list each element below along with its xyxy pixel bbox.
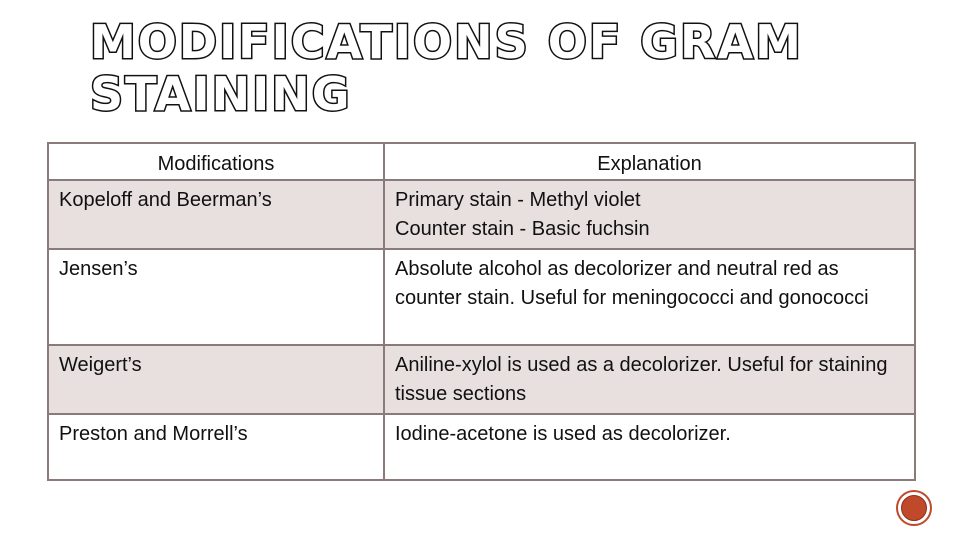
explanation-line: Primary stain - Methyl violet [395, 189, 641, 211]
table-row [48, 180, 915, 249]
explanation-line: Counter stain - Basic fuchsin [395, 218, 650, 240]
explanation-line: Aniline-xylol is used as a decolorizer. Useful for staining tissue sections [395, 354, 888, 405]
explanation-cell [384, 180, 915, 249]
modification-cell: Weigert’s [48, 345, 384, 414]
table-row [48, 345, 915, 414]
table-row [48, 414, 915, 480]
column-header-modifications: Modifications [48, 143, 384, 180]
modification-cell: Jensen’s [48, 249, 384, 345]
explanation-cell [384, 345, 915, 414]
modification-cell: Kopeloff and Beerman’s [48, 180, 384, 249]
table-header-row [48, 143, 915, 180]
explanation-line: Absolute alcohol as decolorizer and neutral red as counter stain. Useful for meningococci and gonococci [395, 258, 869, 309]
explanation-cell [384, 414, 915, 480]
column-header-explanation: Explanation [384, 143, 915, 180]
modification-cell: Preston and Morrell’s [48, 414, 384, 480]
slide-title: MODIFICATIONS OF GRAM STAINING [90, 15, 803, 121]
circle-nav-icon[interactable] [896, 490, 932, 526]
table-row [48, 249, 915, 345]
explanation-cell [384, 249, 915, 345]
modifications-table [47, 142, 916, 481]
explanation-line: Iodine-acetone is used as decolorizer. [395, 423, 731, 445]
circle-nav-inner [901, 495, 927, 521]
